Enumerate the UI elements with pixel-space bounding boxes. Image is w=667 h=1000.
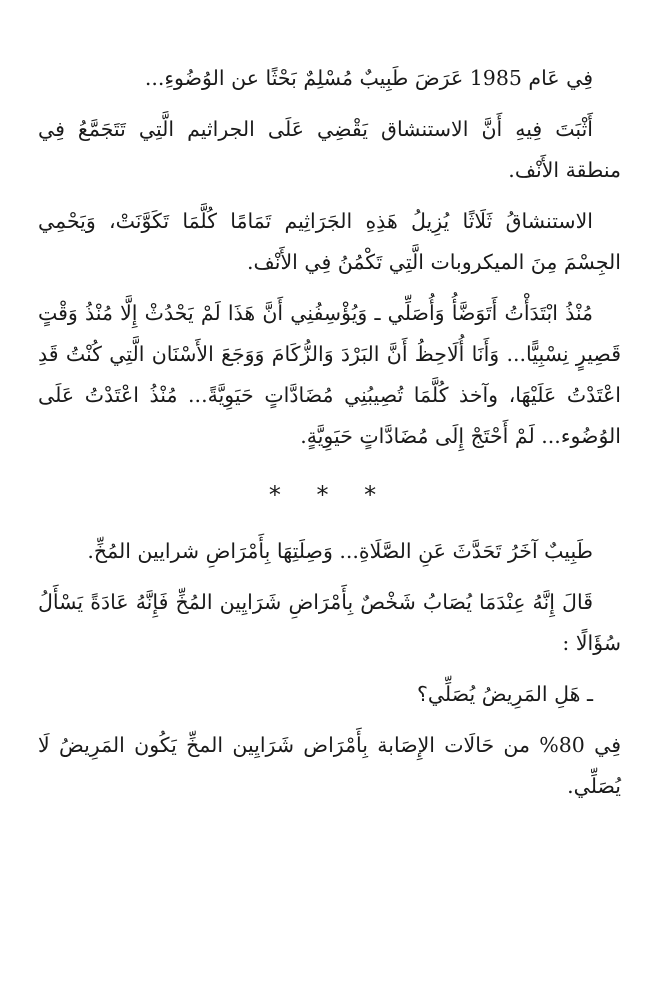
paragraph: أَثْبَتَ فِيهِ أَنَّ الاستنشاق يَقْضِي عَلَى الجراثيم الَّتِي تَتَجَمَّعُ فِي منطقة الأَنْف.	[38, 117, 621, 182]
paragraph: طَبِيبٌ آخَرُ تَحَدَّثَ عَنِ الصَّلَاةِ... وَصِلَتِهَا بِأَمْرَاضِ شرايين المُخِّ.	[87, 539, 593, 563]
section-two	[38, 531, 621, 807]
section-separator: * * *	[268, 481, 391, 509]
paragraph: فِي 80% من حَالَات الإِصَابة بِأَمْرَاض شَرَايِين المخِّ يَكُون المَرِيضُ لَا يُصَلِّي.	[38, 733, 622, 798]
section-one	[38, 58, 621, 457]
paragraph: فِي عَام 1985 عَرَضَ طَبِيبٌ مُسْلِمٌ بَحْثًا عن الوُضُوءِ...	[144, 66, 593, 90]
paragraph: الاستنشاقُ ثَلَاثًا يُزِيلُ هَذِهِ الجَرَاثِيم تَمَامًا كُلَّمَا تَكَوَّنَتْ، وَيَحْمِي الجِسْمَ مِنَ الميكروبات الَّتِي تَكْمُنُ فِي الأَنْف.	[38, 209, 621, 274]
paragraph: مُنْذُ ابْتَدَأْتُ أَتَوَضَّأُ وَأُصَلِّي ـ وَيُؤْسِفُنِي أَنَّ هَذَا لَمْ يَحْدُثْ إِلَّا مُنْذُ وَقْتٍ قَصِيرٍ نِسْبِيًّا... وَأَنَا أُلَاحِظُ أَنَّ البَرْدَ وَالزُّكَامَ وَوَجَعَ الأَسْنَان الَّتِي كُنْتُ قَدِ اعْتَدْتُ عَلَيْهَا، وآخذ كُلَّمَا تُصِيبُنِي مُضَادَّاتٍ حَيَوِيَّةً... مُنْذُ اعْتَدْتُ عَلَى الوُضُوء... لَمْ أَحْتَجْ إِلَى مُضَادَّاتٍ حَيَوِيَّةٍ.	[38, 301, 621, 448]
paragraph: قَالَ إِنَّهُ عِنْدَمَا يُصَابُ شَخْصٌ بِأَمْرَاضِ شَرَايِين المُخِّ فَإِنَّهُ عَادَةً يَسْأَلُ سُؤَالًا :	[38, 590, 621, 655]
paragraph: ـ هَلِ المَرِيضُ يُصَلِّي؟	[416, 682, 593, 706]
